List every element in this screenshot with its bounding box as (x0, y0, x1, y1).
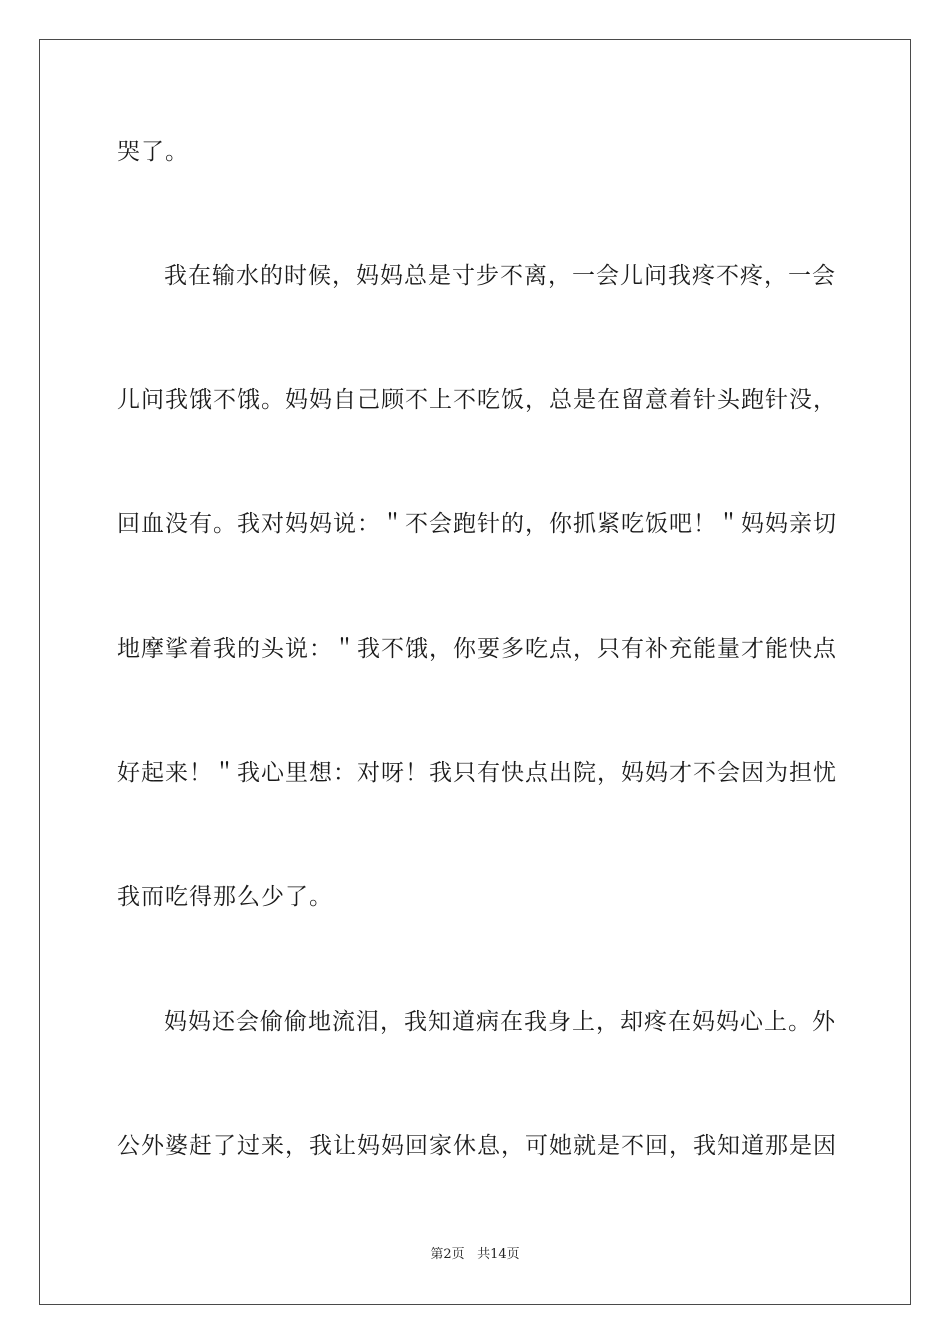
page-border (39, 39, 911, 1305)
text-line-4: 回血没有。我对妈妈说：＂不会跑针的，你抓紧吃饭吧！＂妈妈亲切 (117, 511, 837, 537)
total-pages: 共14页 (477, 1247, 520, 1262)
text-line-2: 我在输水的时候，妈妈总是寸步不离，一会儿问我疼不疼，一会 (164, 263, 836, 289)
page-footer (0, 1246, 950, 1264)
text-line-9: 公外婆赶了过来，我让妈妈回家休息，可她就是不回，我知道那是因 (117, 1133, 837, 1159)
text-line-8: 妈妈还会偷偷地流泪，我知道病在我身上，却疼在妈妈心上。外 (164, 1009, 836, 1035)
text-line-5: 地摩挲着我的头说：＂我不饿，你要多吃点，只有补充能量才能快点 (117, 636, 837, 662)
text-line-1: 哭了。 (117, 139, 189, 165)
text-line-6: 好起来！＂我心里想：对呀！我只有快点出院，妈妈才不会因为担忧 (117, 760, 837, 786)
text-line-3: 儿问我饿不饿。妈妈自己顾不上不吃饭，总是在留意着针头跑针没， (117, 387, 837, 413)
text-line-7: 我而吃得那么少了。 (117, 884, 333, 910)
page-number: 第2页 (430, 1247, 465, 1262)
